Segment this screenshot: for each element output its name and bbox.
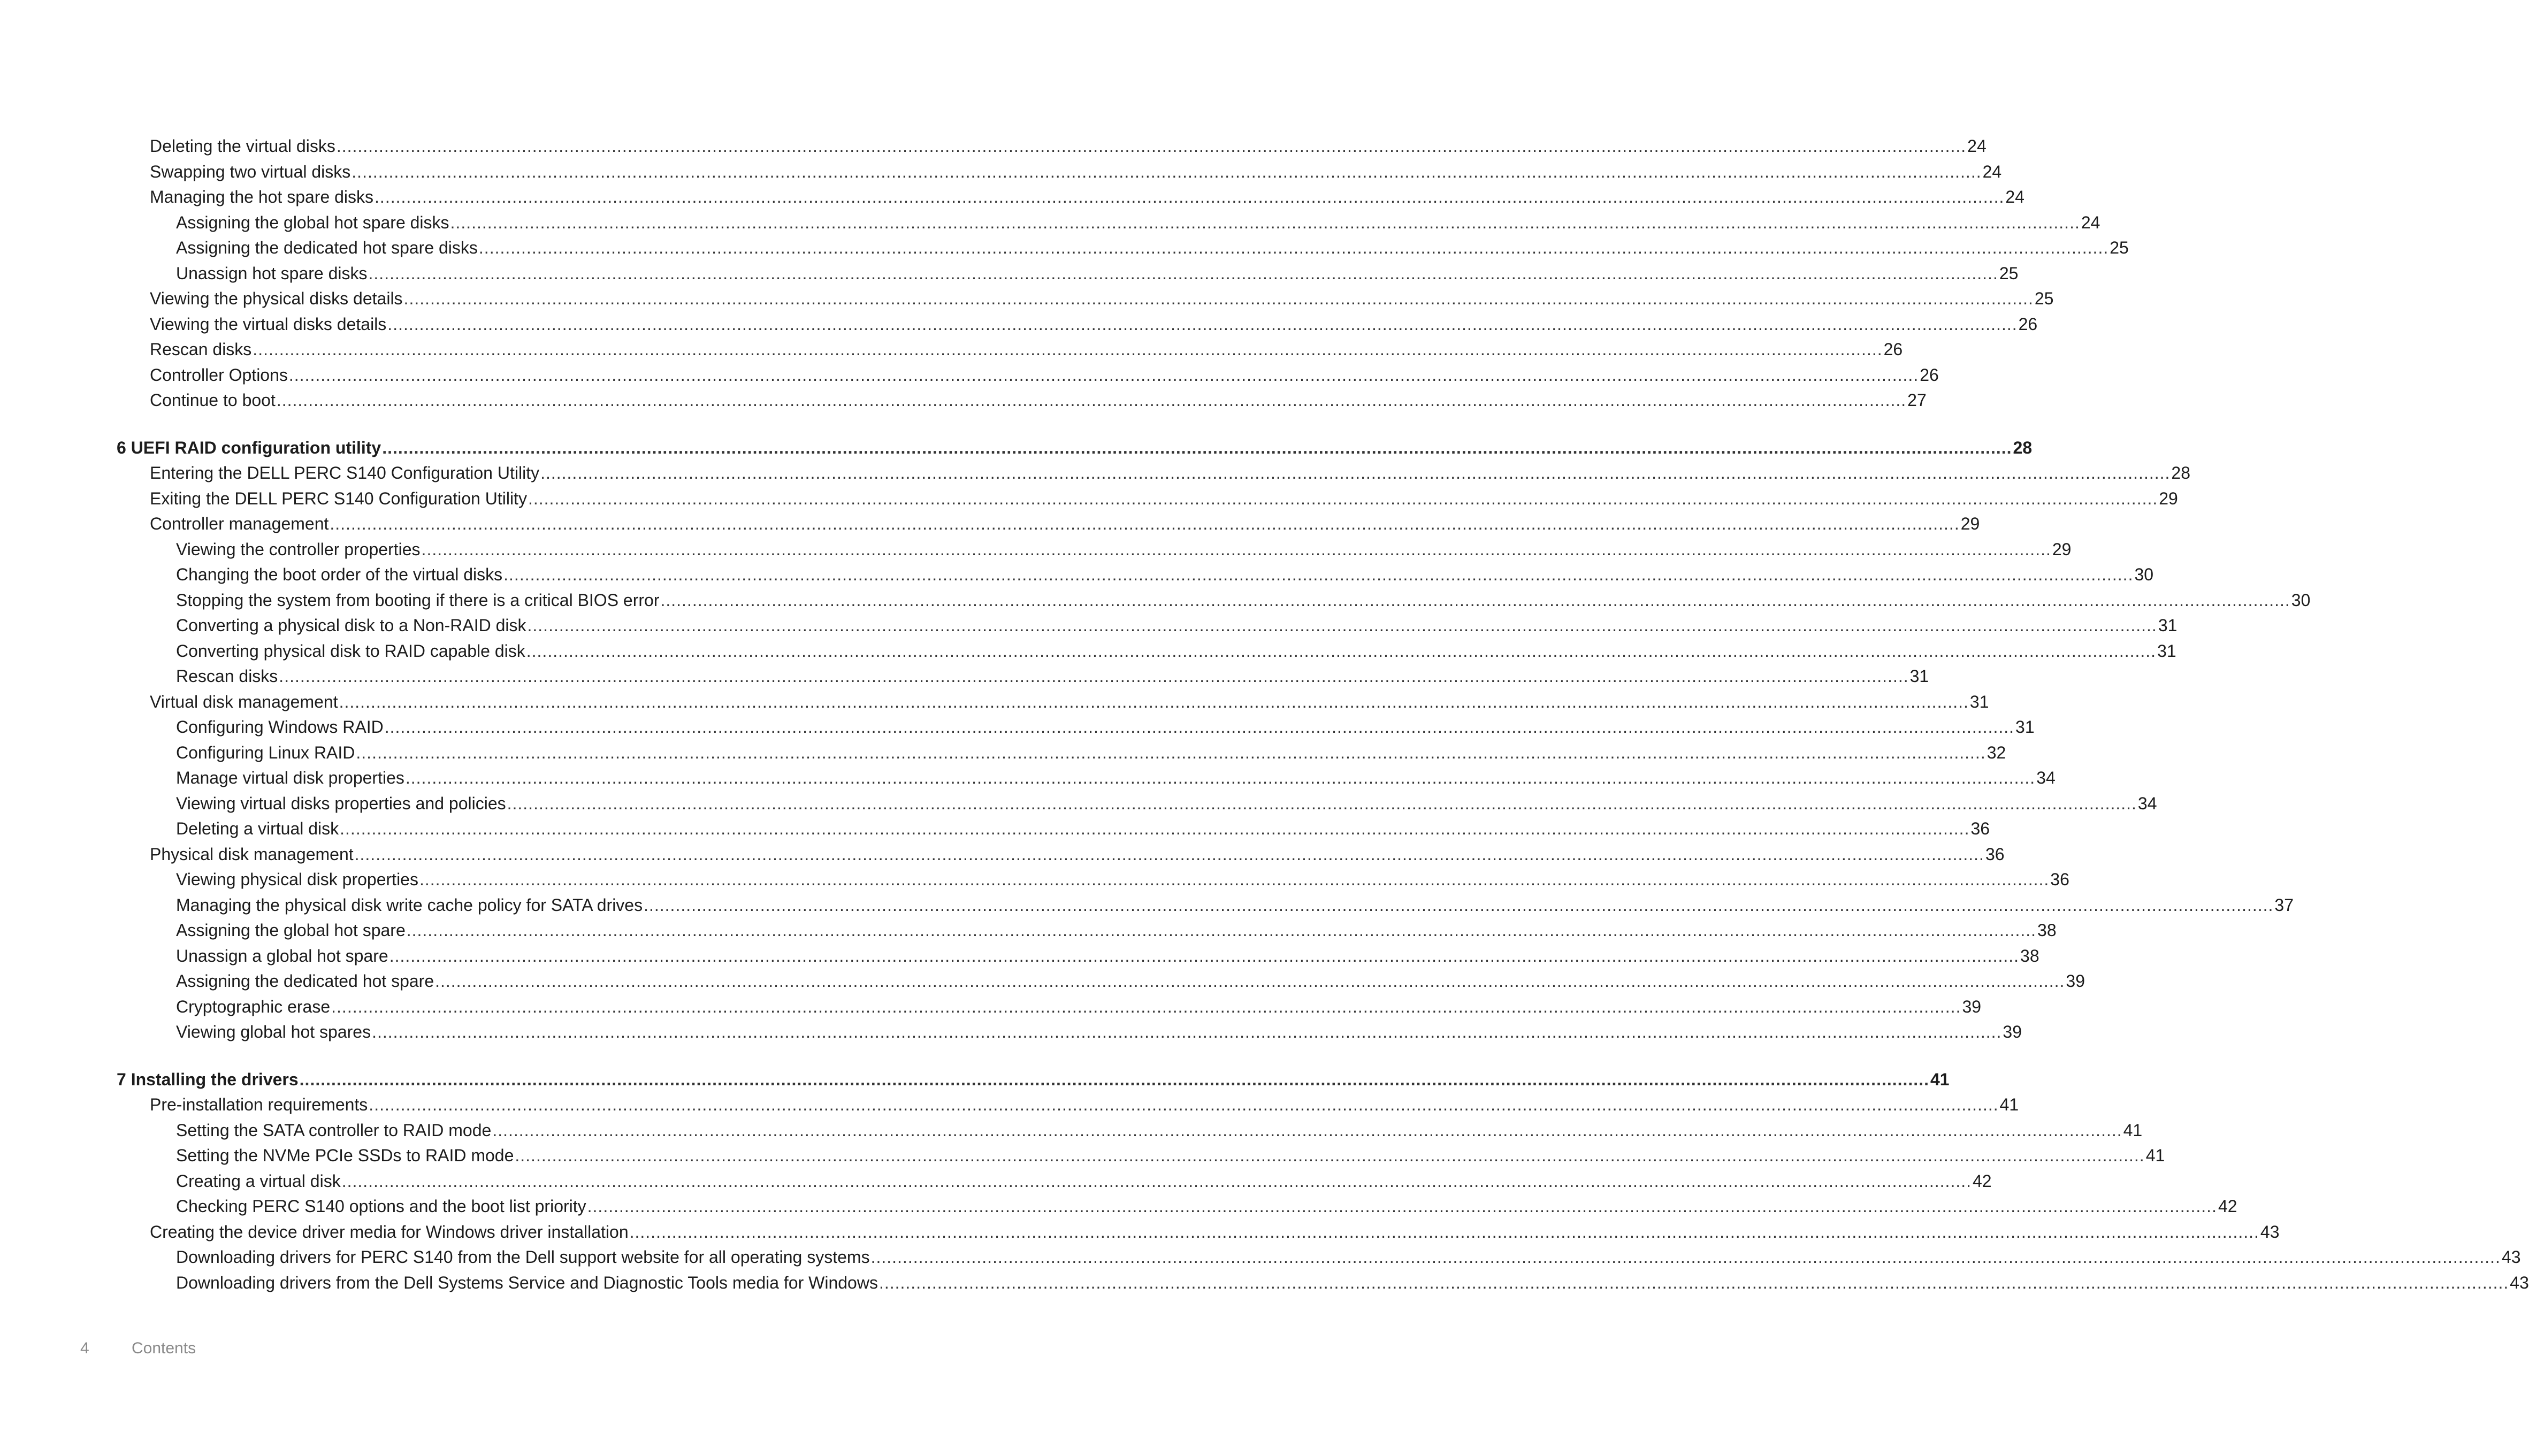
toc-entry-title: 7 Installing the drivers [117,1069,299,1089]
toc-entry-title: Creating a virtual disk [176,1171,341,1191]
toc-dot-leader [479,235,2108,261]
toc-entry[interactable] [0,134,1986,159]
toc-entry-page-number: 31 [2015,717,2035,737]
toc-entry-page-number: 25 [1999,263,2019,283]
toc-entry-title: Converting physical disk to RAID capable disk [176,641,525,661]
toc-entry-title: Pre-installation requirements [150,1095,368,1114]
toc-entry[interactable] [0,486,2178,512]
toc-entry-title: Viewing virtual disks properties and policies [176,793,506,813]
toc-entry-title: Swapping two virtual disks [150,162,351,181]
toc-entry-title: Deleting a virtual disk [176,819,339,838]
toc-dot-leader [407,918,2036,944]
toc-entry-page-number: 28 [2171,463,2190,482]
toc-entry[interactable] [0,210,2100,236]
toc-entry-page-number: 24 [1982,162,2002,181]
toc-dot-leader [331,994,1961,1020]
toc-dot-leader [422,537,2051,563]
toc-entry-page-number: 26 [1883,340,1903,359]
toc-entry-title: Deleting the virtual disks [150,136,335,156]
toc-entry-page-number: 43 [2260,1222,2280,1242]
toc-dot-leader [369,261,1998,287]
toc-entry[interactable] [0,1020,2022,1045]
toc-entry-title: Configuring Linux RAID [176,742,355,762]
toc-entry-title: Controller Options [150,365,288,385]
toc-entry[interactable] [0,842,2005,868]
toc-entry[interactable] [0,791,2157,817]
toc-entry-title: Setting the SATA controller to RAID mode [176,1120,492,1140]
toc-entry[interactable] [0,1118,2143,1144]
toc-dot-leader [369,1092,1998,1118]
toc-entry-title: Managing the hot spare disks [150,187,374,206]
toc-entry[interactable] [0,1092,2019,1118]
toc-entry-page-number: 30 [2291,590,2311,610]
toc-entry[interactable] [0,1169,1992,1194]
toc-dot-leader [372,1020,2001,1045]
toc-entry-title: Viewing global hot spares [176,1022,371,1041]
toc-entry-title: Viewing the controller properties [176,539,421,559]
toc-dot-leader [385,715,2014,740]
toc-entry[interactable] [0,537,2072,563]
toc-dot-leader [450,210,2080,236]
toc-entry-title: Assigning the global hot spare disks [176,212,449,232]
toc-dot-leader [389,944,2019,969]
toc-entry[interactable] [0,1245,2521,1270]
toc-dot-leader [300,1067,1929,1093]
toc-entry-title: Stopping the system from booting if there is a critical BIOS error [176,590,660,610]
toc-entry-title: Cryptographic erase [176,997,331,1016]
toc-entry[interactable] [0,159,2002,185]
toc-dot-leader [435,969,2065,994]
toc-entry-page-number: 39 [2066,971,2085,991]
toc-entry-page-number: 42 [1973,1171,1992,1191]
toc-dot-leader [356,740,1985,766]
toc-entry[interactable] [0,1220,2280,1245]
toc-entry[interactable] [0,1143,2165,1169]
toc-entry[interactable] [0,511,1980,537]
toc-entry-title: Manage virtual disk properties [176,768,404,787]
toc-entry-title: Viewing the physical disks details [150,289,403,308]
toc-dot-leader [339,689,1969,715]
toc-entry-page-number: 36 [1985,844,2005,864]
toc-entry[interactable] [0,461,2190,486]
toc-entry-title: Rescan disks [176,666,278,686]
toc-entry[interactable] [0,765,2056,791]
toc-entry-page-number: 30 [2134,565,2154,584]
toc-dot-leader [277,388,1906,413]
toc-entry-page-number: 31 [2157,641,2176,661]
toc-dot-leader [871,1245,2501,1270]
toc-entry-title: Assigning the global hot spare [176,921,406,940]
toc-dot-leader [507,791,2137,817]
toc-entry[interactable] [0,235,2129,261]
toc-entry-page-number: 25 [2034,289,2054,308]
toc-entry-page-number: 34 [2036,768,2056,787]
toc-dot-leader [352,159,1981,185]
toc-entry[interactable] [0,867,2069,893]
toc-entry[interactable] [0,969,2085,994]
toc-dot-leader [419,867,2049,893]
toc-entry-page-number: 29 [2052,539,2072,559]
table-of-contents [0,134,2529,1296]
toc-dot-leader [526,639,2156,664]
toc-entry[interactable] [0,613,2177,639]
toc-dot-leader [330,511,1959,537]
toc-entry-title: Downloading drivers from the Dell Systems Service and Diagnostic Tools media for Windows [176,1273,878,1292]
toc-entry-page-number: 31 [1909,666,1929,686]
page-footer [0,1339,1096,1361]
toc-entry-title: 6 UEFI RAID configuration utility [117,438,381,457]
toc-entry-page-number: 41 [2123,1120,2143,1140]
toc-entry[interactable] [0,1194,2237,1220]
toc-entry[interactable] [0,1067,1950,1093]
toc-entry[interactable] [0,588,2311,614]
toc-entry-page-number: 39 [2003,1022,2022,1041]
toc-entry[interactable] [0,562,2154,588]
toc-dot-leader [492,1118,2122,1144]
toc-entry-page-number: 24 [2081,212,2100,232]
toc-entry[interactable] [0,261,2019,287]
toc-entry-page-number: 32 [1986,742,2006,762]
toc-entry[interactable] [0,185,2024,210]
toc-entry-title: Unassign hot spare disks [176,263,368,283]
toc-dot-leader [528,613,2157,639]
toc-entry-page-number: 43 [2501,1247,2521,1267]
toc-entry[interactable] [0,816,1990,842]
toc-entry[interactable] [0,1270,2529,1296]
toc-dot-leader [355,842,1984,868]
toc-dot-leader [406,765,2035,791]
toc-dot-leader [375,185,2004,210]
toc-dot-leader [340,816,1969,842]
toc-entry-title: Rescan disks [150,340,252,359]
toc-entry-title: Converting a physical disk to a Non-RAID disk [176,616,526,635]
toc-entry[interactable] [0,689,1989,715]
toc-entry[interactable] [0,363,1939,388]
toc-entry-page-number: 41 [2145,1146,2165,1165]
toc-dot-leader [503,562,2133,588]
toc-entry-title: Assigning the dedicated hot spare [176,971,434,991]
toc-entry[interactable] [0,664,1929,689]
toc-dot-leader [404,286,2034,312]
toc-entry-title: Setting the NVMe PCIe SSDs to RAID mode [176,1146,514,1165]
toc-dot-leader [382,435,2012,461]
toc-entry[interactable] [0,918,2057,944]
footer-section-name: Contents [132,1339,196,1357]
toc-dot-leader [879,1270,2509,1296]
toc-entry-title: Physical disk management [150,844,354,864]
toc-entry-title: Assigning the dedicated hot spare disks [176,238,478,257]
toc-entry-page-number: 29 [2159,488,2178,508]
toc-dot-leader [644,893,2273,918]
toc-dot-leader [337,134,1966,159]
toc-entry-title: Unassign a global hot spare [176,946,388,965]
toc-entry-page-number: 31 [2158,616,2177,635]
footer-page-number: 4 [80,1339,89,1357]
toc-entry-page-number: 26 [1920,365,1939,385]
toc-entry-page-number: 42 [2218,1197,2237,1216]
toc-dot-leader [279,664,1908,689]
toc-entry-page-number: 38 [2020,946,2039,965]
toc-entry-title: Continue to boot [150,390,276,410]
toc-entry[interactable] [0,944,2039,969]
toc-entry-title: Controller management [150,514,329,533]
toc-entry-page-number: 41 [1930,1069,1950,1089]
toc-entry[interactable] [0,388,1927,413]
toc-entry-page-number: 24 [1967,136,1986,156]
toc-entry-title: Entering the DELL PERC S140 Configuration Utility [150,463,540,482]
toc-entry[interactable] [0,337,1903,363]
toc-entry-title: Changing the boot order of the virtual disks [176,565,503,584]
toc-entry-page-number: 36 [2050,870,2069,889]
toc-entry-page-number: 39 [1962,997,1982,1016]
toc-entry[interactable] [0,893,2294,918]
toc-entry[interactable] [0,312,2038,338]
toc-dot-leader [540,461,2170,486]
toc-dot-leader [387,312,2017,338]
toc-entry[interactable] [0,639,2176,664]
toc-entry[interactable] [0,435,2033,461]
toc-entry-page-number: 27 [1907,390,1927,410]
toc-dot-leader [289,363,1919,388]
toc-entry-page-number: 41 [1999,1095,2019,1114]
toc-entry-page-number: 34 [2137,793,2157,813]
toc-entry[interactable] [0,715,2035,740]
toc-dot-leader [515,1143,2144,1169]
toc-entry-page-number: 43 [2510,1273,2529,1292]
toc-entry-title: Virtual disk management [150,692,338,711]
toc-entry-title: Viewing physical disk properties [176,870,418,889]
toc-entry[interactable] [0,740,2006,766]
toc-entry-page-number: 24 [2005,187,2024,206]
toc-entry-page-number: 25 [2110,238,2129,257]
toc-entry-page-number: 28 [2013,438,2033,457]
toc-entry-title: Downloading drivers for PERC S140 from the Dell support website for all operating systems [176,1247,870,1267]
toc-entry-title: Checking PERC S140 options and the boot list priority [176,1197,586,1216]
toc-entry-page-number: 26 [2018,314,2038,334]
toc-entry-title: Creating the device driver media for Windows driver installation [150,1222,629,1242]
toc-entry-page-number: 38 [2037,921,2057,940]
toc-entry-title: Configuring Windows RAID [176,717,384,737]
toc-dot-leader [630,1220,2259,1245]
toc-entry-title: Managing the physical disk write cache policy for SATA drives [176,895,643,915]
toc-dot-leader [528,486,2158,512]
toc-entry-title: Exiting the DELL PERC S140 Configuration Utility [150,488,527,508]
toc-entry-title: Viewing the virtual disks details [150,314,387,334]
toc-dot-leader [660,588,2290,614]
toc-dot-leader [587,1194,2217,1220]
toc-dot-leader [342,1169,1972,1194]
toc-entry-page-number: 36 [1970,819,1990,838]
toc-entry-page-number: 37 [2274,895,2294,915]
toc-entry[interactable] [0,286,2054,312]
toc-entry-page-number: 29 [1960,514,1980,533]
toc-dot-leader [253,337,1882,363]
toc-entry[interactable] [0,994,1982,1020]
toc-entry-page-number: 31 [1969,692,1989,711]
